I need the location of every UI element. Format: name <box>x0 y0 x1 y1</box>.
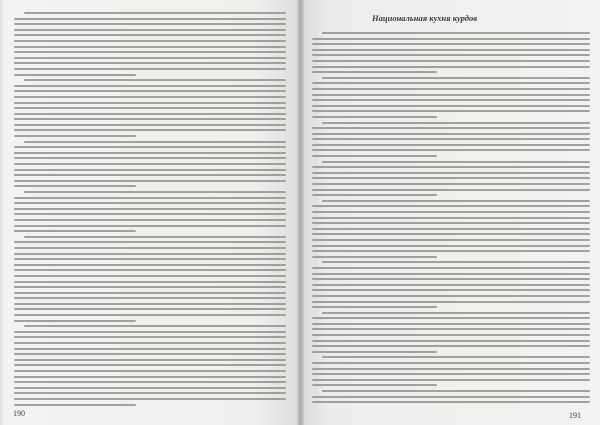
text-line <box>14 102 286 104</box>
text-line <box>14 135 136 137</box>
text-line <box>14 297 286 299</box>
text-line <box>14 180 286 182</box>
text-line <box>14 320 136 322</box>
text-line <box>14 376 286 378</box>
text-line <box>312 116 437 118</box>
text-line <box>322 390 590 392</box>
text-line <box>14 85 286 87</box>
text-line <box>14 197 286 199</box>
text-line <box>312 384 437 386</box>
text-line <box>14 404 136 406</box>
text-line <box>312 256 437 258</box>
text-line <box>14 113 286 115</box>
text-line <box>312 189 590 191</box>
text-line <box>24 325 286 327</box>
text-line <box>14 225 286 227</box>
right-page <box>300 0 600 425</box>
text-line <box>14 96 286 98</box>
text-line <box>322 312 590 314</box>
text-line <box>14 51 286 53</box>
text-line <box>312 233 590 235</box>
text-line <box>312 239 590 241</box>
text-line <box>24 79 286 81</box>
text-line <box>14 370 286 372</box>
text-line <box>312 323 590 325</box>
text-line <box>14 269 286 271</box>
page-title: Национальная кухня курдов <box>372 13 478 23</box>
text-line <box>312 396 590 398</box>
text-line <box>14 219 286 221</box>
text-line <box>14 253 286 255</box>
text-line <box>14 157 286 159</box>
text-line <box>312 66 590 68</box>
text-line <box>14 163 286 165</box>
left-page-number: 190 <box>13 409 25 418</box>
text-line <box>312 379 590 381</box>
text-line <box>24 236 286 238</box>
text-line <box>312 183 590 185</box>
text-line <box>24 12 286 14</box>
text-line <box>312 127 590 129</box>
text-line <box>312 155 437 157</box>
text-line <box>312 273 590 275</box>
text-line <box>312 222 590 224</box>
right-page-number: 191 <box>569 411 581 420</box>
text-line <box>312 317 590 319</box>
text-line <box>14 90 286 92</box>
text-line <box>312 43 590 45</box>
text-line <box>14 364 286 366</box>
text-line <box>14 208 286 210</box>
text-line <box>312 345 590 347</box>
text-line <box>322 356 590 358</box>
text-line <box>14 292 286 294</box>
text-line <box>14 398 286 400</box>
text-line <box>14 286 286 288</box>
text-line <box>14 118 286 120</box>
text-line <box>14 336 286 338</box>
text-line <box>14 34 286 36</box>
text-line <box>312 306 437 308</box>
text-line <box>14 29 286 31</box>
text-line <box>14 281 286 283</box>
text-line <box>312 362 590 364</box>
text-line <box>14 68 286 70</box>
text-line <box>14 241 286 243</box>
text-line <box>312 284 590 286</box>
text-line <box>312 54 590 56</box>
text-line <box>322 77 590 79</box>
text-line <box>14 152 286 154</box>
text-line <box>24 191 286 193</box>
text-line <box>312 373 590 375</box>
text-line <box>14 202 286 204</box>
text-line <box>312 110 590 112</box>
text-line <box>14 174 286 176</box>
text-line <box>14 46 286 48</box>
text-line <box>14 23 286 25</box>
text-line <box>322 32 590 34</box>
text-line <box>312 250 590 252</box>
text-line <box>312 149 590 151</box>
text-line <box>312 205 590 207</box>
text-line <box>312 295 590 297</box>
text-line <box>312 340 590 342</box>
page-edge-shadow <box>0 0 4 425</box>
text-line <box>14 264 286 266</box>
text-line <box>312 105 590 107</box>
text-line <box>14 129 286 131</box>
text-line <box>312 88 590 90</box>
text-line <box>312 177 590 179</box>
text-line <box>14 230 136 232</box>
text-line <box>312 60 590 62</box>
text-line <box>24 141 286 143</box>
text-line <box>14 303 286 305</box>
left-page-body-text <box>14 12 286 409</box>
text-line <box>312 211 590 213</box>
text-line <box>14 57 286 59</box>
text-line <box>14 381 286 383</box>
text-line <box>14 40 286 42</box>
text-line <box>312 82 590 84</box>
text-line <box>312 228 590 230</box>
text-line <box>14 213 286 215</box>
text-line <box>312 172 590 174</box>
text-line <box>322 200 590 202</box>
text-line <box>14 74 136 76</box>
text-line <box>312 217 590 219</box>
text-line <box>312 38 590 40</box>
text-line <box>312 334 590 336</box>
text-line <box>14 107 286 109</box>
text-line <box>312 49 590 51</box>
text-line <box>312 289 590 291</box>
text-line <box>312 267 590 269</box>
text-line <box>14 314 286 316</box>
text-line <box>322 161 590 163</box>
text-line <box>312 301 590 303</box>
text-line <box>322 261 590 263</box>
text-line <box>312 368 590 370</box>
text-line <box>14 258 286 260</box>
text-line <box>312 71 437 73</box>
text-line <box>14 62 286 64</box>
text-line <box>14 124 286 126</box>
text-line <box>312 138 590 140</box>
text-line <box>14 275 286 277</box>
text-line <box>312 144 590 146</box>
text-line <box>312 401 590 403</box>
text-line <box>312 99 590 101</box>
right-page-body-text <box>312 32 590 407</box>
text-line <box>312 166 590 168</box>
text-line <box>312 133 590 135</box>
text-line <box>14 146 286 148</box>
text-line <box>14 169 286 171</box>
text-line <box>322 122 590 124</box>
text-line <box>14 185 136 187</box>
text-line <box>14 247 286 249</box>
text-line <box>14 359 286 361</box>
text-line <box>14 348 286 350</box>
text-line <box>14 331 286 333</box>
text-line <box>14 387 286 389</box>
text-line <box>312 351 437 353</box>
text-line <box>14 392 286 394</box>
text-line <box>312 245 590 247</box>
text-line <box>14 18 286 20</box>
text-line <box>14 342 286 344</box>
text-line <box>14 353 286 355</box>
text-line <box>14 308 286 310</box>
text-line <box>312 328 590 330</box>
text-line <box>312 278 590 280</box>
book-gutter <box>297 0 304 425</box>
text-line <box>312 194 437 196</box>
text-line <box>312 94 590 96</box>
